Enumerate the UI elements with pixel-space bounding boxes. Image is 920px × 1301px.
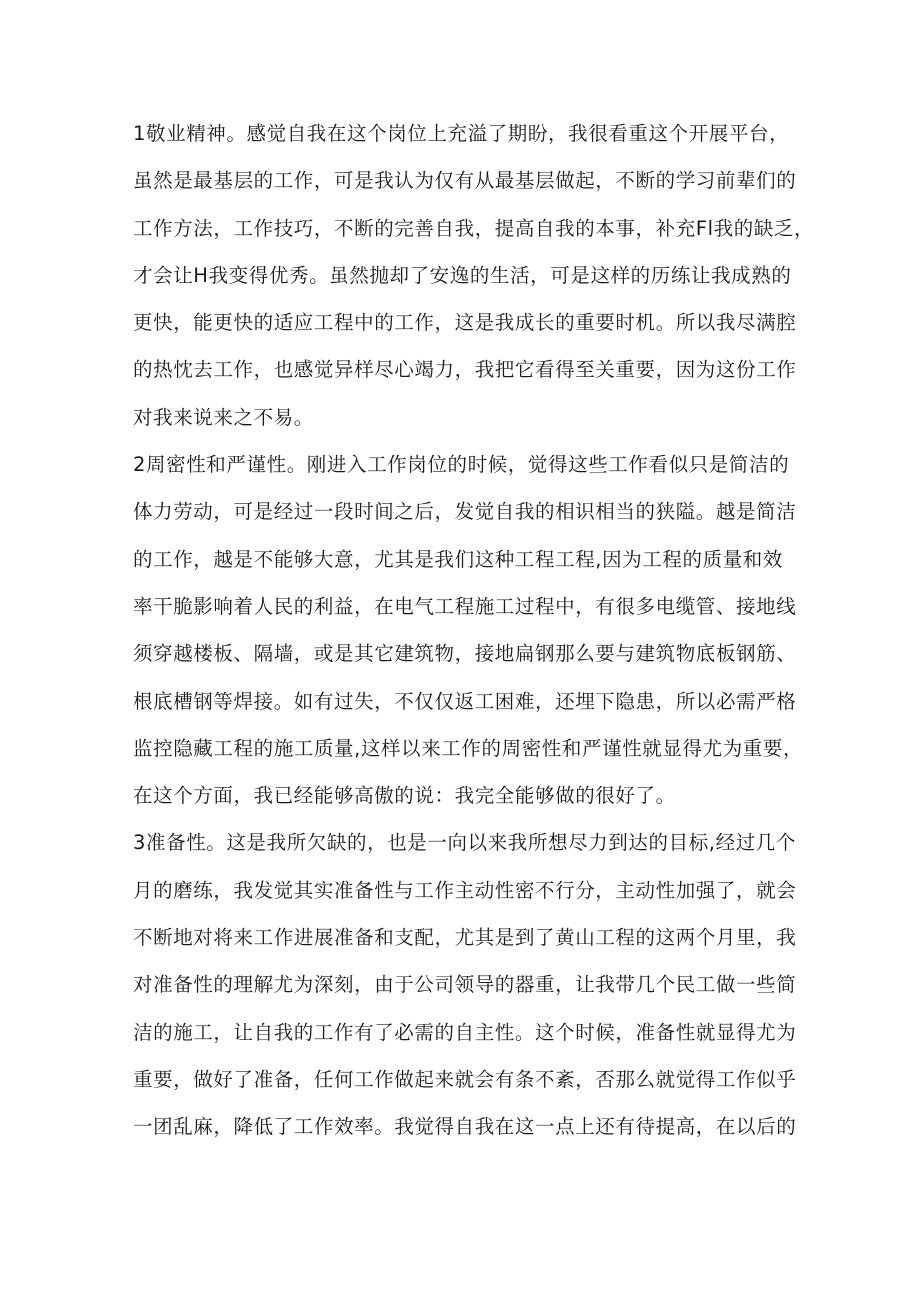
text-line: 须穿越楼板、隔墙，或是其它建筑物，接地扁钢那么要与建筑物底板钢筋、 [133,642,797,666]
text-line: 的工作，越是不能够大意，尤其是我们这种工程工程,因为工程的质量和效 [133,547,783,571]
text-line: 体力劳动，可是经过一段时间之后，发觉自我的相识相当的狭隘。越是简洁 [133,500,797,524]
text-line: 根底槽钢等焊接。如有过失，不仅仅返工困难，还埋下隐患，所以必需严格 [133,689,797,713]
text-line: 更快，能更快的适应工程中的工作，这是我成长的重要时机。所以我尽满腔 [133,311,797,335]
text-line: 不断地对将来工作进展准备和支配，尤其是到了黄山工程的这两个月里，我 [133,926,797,950]
text-line: 率干脆影响着人民的利益，在电气工程施工过程中，有很多电缆管、接地线 [133,594,797,618]
text-line: 的热忱去工作，也感觉异样尽心竭力，我把它看得至关重要，因为这份工作 [133,358,797,382]
text-line: 2周密性和严谨性。刚进入工作岗位的时候，觉得这些工作看似只是简洁的 [133,453,790,477]
body-text [133,110,813,1151]
text-line: 一团乱麻，降低了工作效率。我觉得自我在这一点上还有待提高，在以后的 [133,1115,797,1139]
text-line: 工作方法，工作技巧，不断的完善自我，提高自我的本事，补充Fl我的缺乏， [133,216,815,240]
text-line: 重要，做好了准备，任何工作做起来就会有条不紊，否那么就觉得工作似乎 [133,1067,797,1091]
text-line: 月的磨练，我发觉其实准备性与工作主动性密不行分，主动性加强了，就会 [133,878,797,902]
text-line: 对准备性的理解尤为深刻，由于公司领导的器重，让我带几个民工做一些简 [133,973,797,997]
text-line: 对我来说来之不易。 [133,405,314,429]
text-line: 才会让H我变得优秀。虽然抛却了安逸的生活，可是这样的历练让我成熟的 [133,263,792,287]
text-line: 3准备性。这是我所欠缺的，也是一向以来我所想尽力到达的目标,经过几个 [133,831,797,855]
text-line: 在这个方面，我已经能够高傲的说：我完全能够做的很好了。 [133,784,676,808]
text-line: 洁的施工，让自我的工作有了必需的自主性。这个时候，准备性就显得尤为 [133,1020,797,1044]
text-line: 监控隐藏工程的施工质量,这样以来工作的周密性和严谨性就显得尤为重要， [133,736,804,760]
text-line: 虽然是最基层的工作，可是我认为仅有从最基层做起，不断的学习前辈们的 [133,169,797,193]
text-line: 1敬业精神。感觉自我在这个岗位上充溢了期盼，我很看重这个开展平台， [133,122,790,145]
